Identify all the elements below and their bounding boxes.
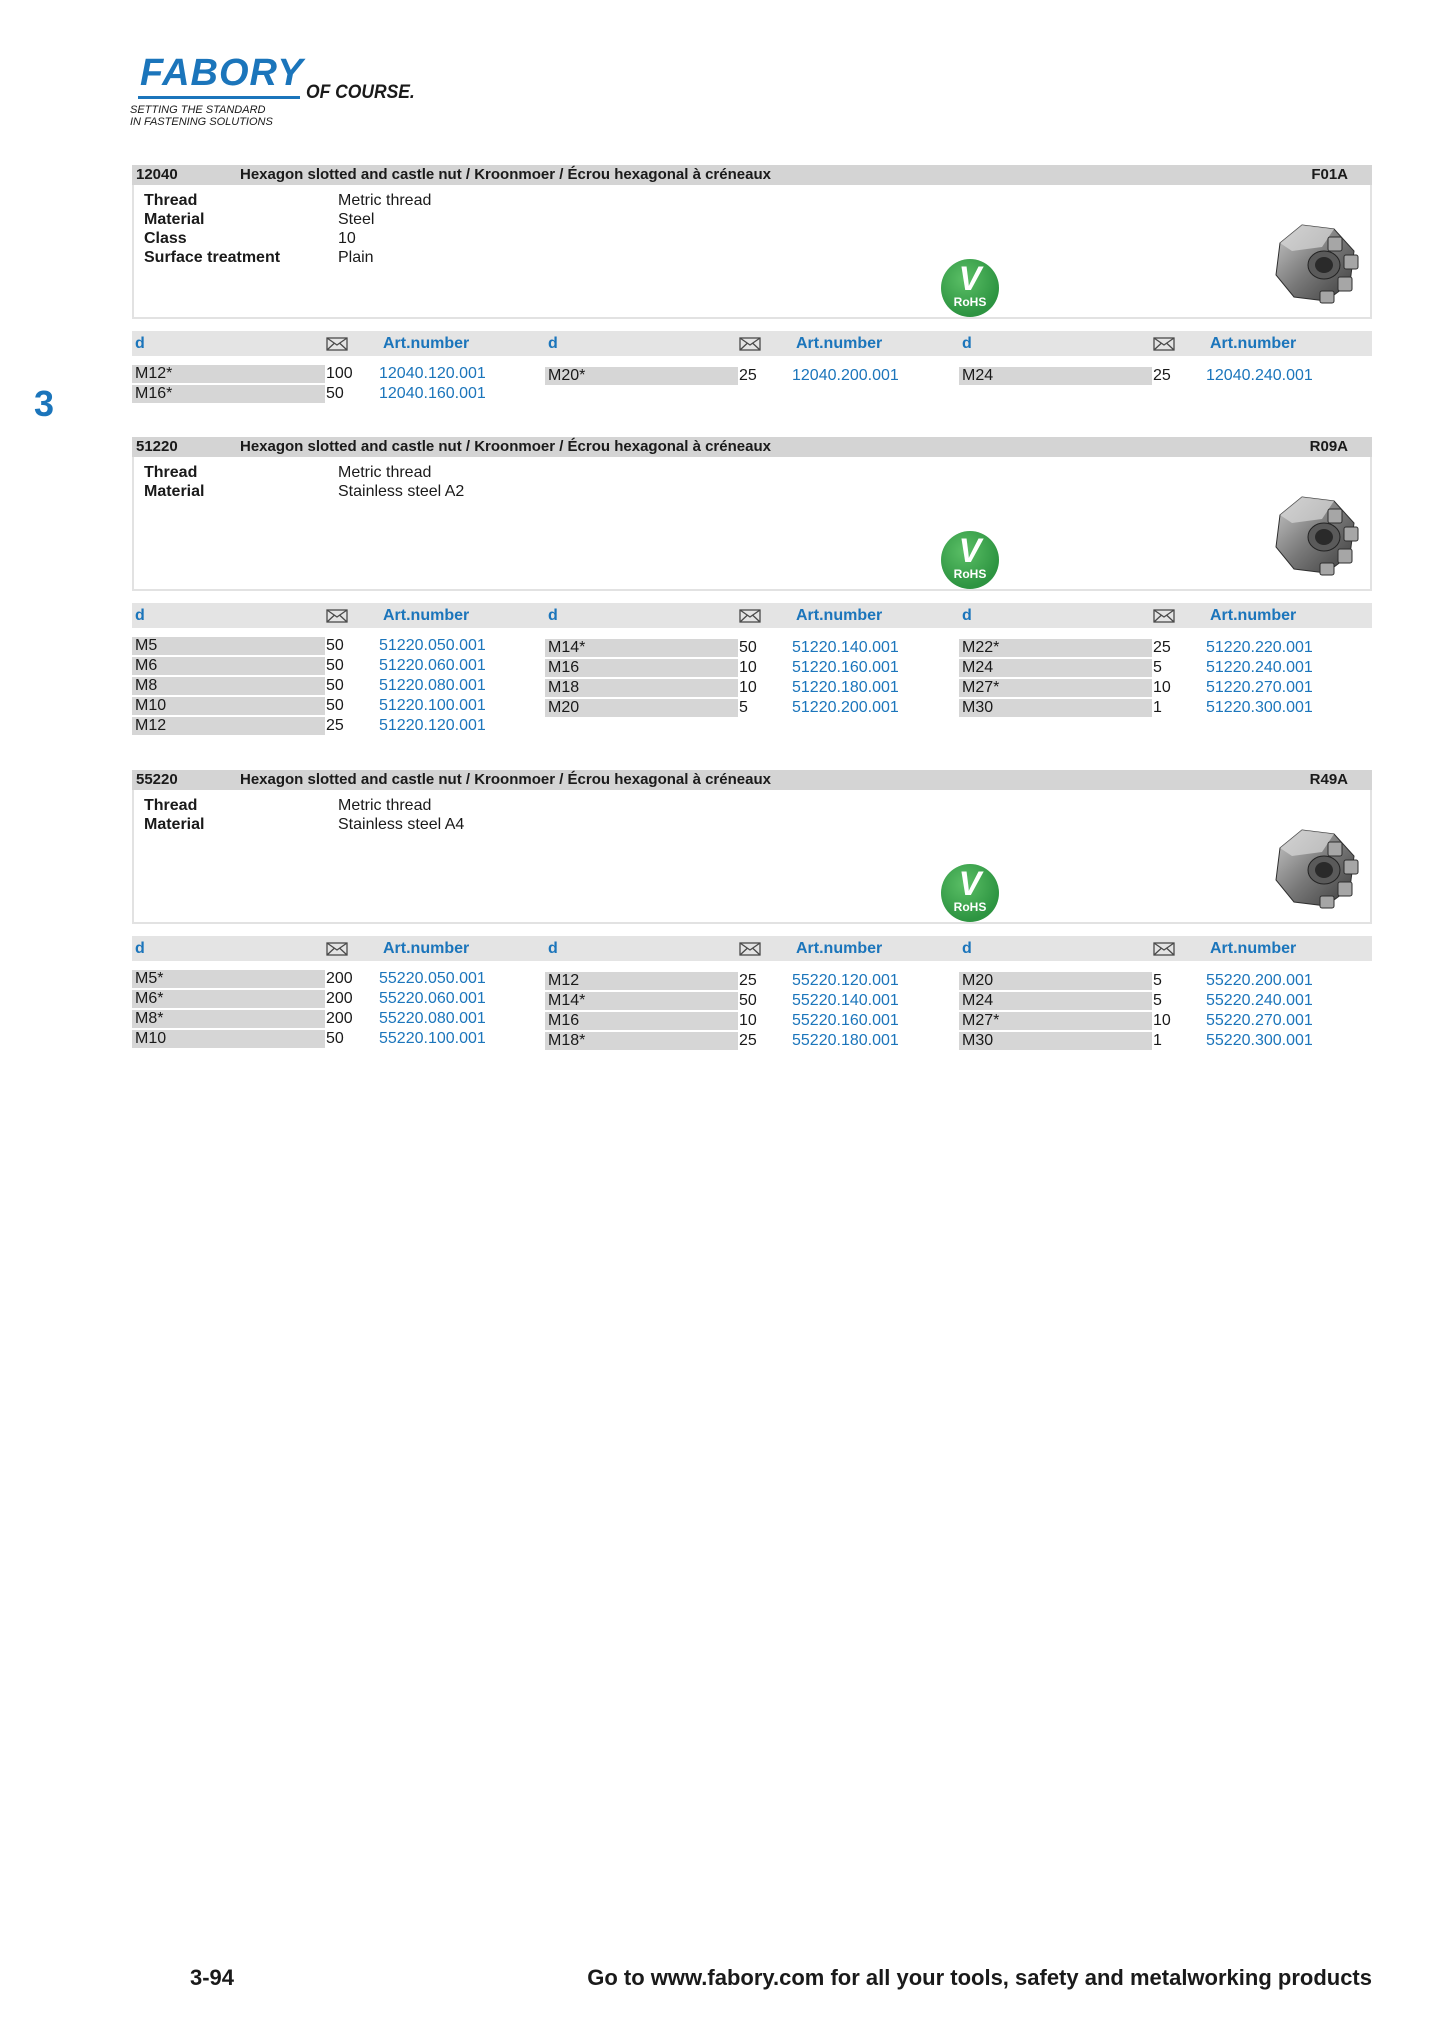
rohs-badge <box>941 531 999 589</box>
spec-box <box>132 185 1372 319</box>
diameter-cell: M14* <box>545 991 738 1010</box>
article-number-link[interactable]: 51220.140.001 <box>792 639 899 656</box>
diameter-cell: M18 <box>545 678 738 697</box>
logo-brand: FABORY <box>140 52 304 94</box>
article-number-link[interactable]: 55220.270.001 <box>1206 1012 1313 1029</box>
section-title: Hexagon slotted and castle nut / Kroonmoer / Écrou hexagonal à créneaux <box>240 438 771 455</box>
article-number-link[interactable]: 51220.200.001 <box>792 699 899 716</box>
castle-nut-image <box>1262 475 1372 585</box>
packing-quantity-cell: 50 <box>739 992 757 1009</box>
diameter-cell: M10 <box>132 1029 325 1048</box>
spec-box <box>132 790 1372 924</box>
section-title: Hexagon slotted and castle nut / Kroonmoer / Écrou hexagonal à créneaux <box>240 771 771 788</box>
article-number-link[interactable]: 12040.120.001 <box>379 365 486 382</box>
diameter-cell: M27* <box>959 678 1152 697</box>
spec-row <box>144 210 431 229</box>
spec-row <box>144 229 431 248</box>
column-header-art-number: Art.number <box>1210 607 1297 624</box>
page-number: 3-94 <box>190 1965 235 1990</box>
diameter-cell: M18* <box>545 1031 738 1050</box>
castle-nut-image <box>1262 203 1372 313</box>
envelope-icon <box>739 331 761 351</box>
article-number-link[interactable]: 55220.100.001 <box>379 1030 486 1047</box>
diameter-cell: M20 <box>545 698 738 717</box>
packing-quantity-cell: 1 <box>1153 1032 1162 1049</box>
product-section-12040 <box>132 165 1372 404</box>
article-number-link[interactable]: 55220.060.001 <box>379 990 486 1007</box>
article-number-link[interactable]: 51220.240.001 <box>1206 659 1313 676</box>
rohs-badge <box>941 864 999 922</box>
spec-row <box>144 248 431 267</box>
packing-quantity-cell: 5 <box>739 699 748 716</box>
logo-rule <box>138 96 300 99</box>
packing-quantity-cell: 50 <box>326 1030 344 1047</box>
diameter-cell: M10 <box>132 696 325 715</box>
packing-quantity-cell: 5 <box>1153 659 1162 676</box>
packing-quantity-cell: 25 <box>326 717 344 734</box>
column-header-d: d <box>962 607 972 624</box>
article-number-link[interactable]: 55220.050.001 <box>379 970 486 987</box>
spec-value: 10 <box>338 230 356 247</box>
footer-text: Go to www.fabory.com for all your tools, safety and metalworking products <box>587 1965 1372 1990</box>
product-section-55220 <box>132 770 1372 1049</box>
envelope-icon <box>739 936 761 956</box>
diameter-cell: M16* <box>132 384 325 403</box>
column-header-d: d <box>135 940 145 957</box>
packing-quantity-cell: 100 <box>326 365 353 382</box>
spec-row <box>144 191 431 210</box>
column-header-d: d <box>548 607 558 624</box>
column-header-art-number: Art.number <box>383 607 470 624</box>
column-header-art-number: Art.number <box>796 940 883 957</box>
spec-label: Material <box>144 211 205 228</box>
section-title: Hexagon slotted and castle nut / Kroonmoer / Écrou hexagonal à créneaux <box>240 166 771 183</box>
article-number-link[interactable]: 55220.300.001 <box>1206 1032 1313 1049</box>
rohs-label: RoHS <box>953 295 987 309</box>
diameter-cell: M8* <box>132 1009 325 1028</box>
diameter-cell: M24 <box>959 366 1152 385</box>
packing-quantity-cell: 1 <box>1153 699 1162 716</box>
article-number-link[interactable]: 55220.140.001 <box>792 992 899 1009</box>
drawing-reference: R49A <box>1309 771 1348 788</box>
packing-quantity-cell: 50 <box>739 639 757 656</box>
packing-quantity-cell: 50 <box>326 677 344 694</box>
packing-quantity-cell: 10 <box>739 1012 757 1029</box>
article-number-link[interactable]: 55220.080.001 <box>379 1010 486 1027</box>
diameter-cell: M24 <box>959 658 1152 677</box>
fabory-logo <box>130 52 430 132</box>
packing-quantity-cell: 10 <box>1153 679 1171 696</box>
diameter-cell: M22* <box>959 638 1152 657</box>
spec-value: Stainless steel A2 <box>338 483 465 500</box>
spec-box <box>132 457 1372 591</box>
diameter-cell: M6* <box>132 989 325 1008</box>
article-number-link[interactable]: 12040.240.001 <box>1206 367 1313 384</box>
article-number-link[interactable]: 55220.180.001 <box>792 1032 899 1049</box>
spec-label: Thread <box>144 192 198 209</box>
envelope-icon <box>1153 936 1175 956</box>
packing-quantity-cell: 25 <box>739 367 757 384</box>
diameter-cell: M20 <box>959 971 1152 990</box>
spec-label: Material <box>144 483 205 500</box>
article-table <box>132 364 1372 404</box>
article-number-link[interactable]: 51220.120.001 <box>379 717 486 734</box>
diameter-cell: M27* <box>959 1011 1152 1030</box>
diameter-cell: M24 <box>959 991 1152 1010</box>
rohs-label: RoHS <box>953 567 987 581</box>
article-number-link[interactable]: 51220.050.001 <box>379 637 486 654</box>
drawing-reference: R09A <box>1309 438 1348 455</box>
section-header <box>132 165 1372 185</box>
envelope-icon <box>326 603 348 623</box>
article-number-link[interactable]: 51220.180.001 <box>792 679 899 696</box>
spec-list <box>144 463 464 501</box>
rohs-label: RoHS <box>953 900 987 914</box>
packing-quantity-cell: 25 <box>739 1032 757 1049</box>
section-header <box>132 437 1372 457</box>
packing-quantity-cell: 200 <box>326 990 353 1007</box>
packing-quantity-cell: 50 <box>326 637 344 654</box>
column-header-art-number: Art.number <box>1210 940 1297 957</box>
diameter-cell: M12 <box>545 971 738 990</box>
packing-quantity-cell: 25 <box>1153 639 1171 656</box>
spec-value: Metric thread <box>338 464 432 481</box>
column-header-art-number: Art.number <box>796 335 883 352</box>
article-number-link[interactable]: 12040.200.001 <box>792 367 899 384</box>
rohs-badge <box>941 259 999 317</box>
packing-quantity-cell: 5 <box>1153 992 1162 1009</box>
spec-value: Steel <box>338 211 375 228</box>
diameter-cell: M6 <box>132 656 325 675</box>
packing-quantity-cell: 200 <box>326 1010 353 1027</box>
diameter-cell: M30 <box>959 698 1152 717</box>
article-number-link[interactable]: 51220.060.001 <box>379 657 486 674</box>
diameter-cell: M16 <box>545 1011 738 1030</box>
packing-quantity-cell: 50 <box>326 385 344 402</box>
diameter-cell: M16 <box>545 658 738 677</box>
diameter-cell: M5 <box>132 636 325 655</box>
envelope-icon <box>326 936 348 956</box>
chapter-marker: 3 <box>34 383 55 424</box>
diameter-cell: M14* <box>545 638 738 657</box>
article-number-link[interactable]: 55220.120.001 <box>792 972 899 989</box>
article-number-link[interactable]: 51220.270.001 <box>1206 679 1313 696</box>
packing-quantity-cell: 50 <box>326 697 344 714</box>
article-number-link[interactable]: 12040.160.001 <box>379 385 486 402</box>
article-number-link[interactable]: 51220.160.001 <box>792 659 899 676</box>
article-table-header <box>132 936 1372 961</box>
column-header-art-number: Art.number <box>796 607 883 624</box>
drawing-reference: F01A <box>1311 166 1348 183</box>
packing-quantity-cell: 25 <box>739 972 757 989</box>
product-section-51220 <box>132 437 1372 736</box>
column-header-d: d <box>548 335 558 352</box>
spec-row <box>144 815 464 834</box>
castle-nut-image <box>1262 808 1372 918</box>
column-header-art-number: Art.number <box>1210 335 1297 352</box>
diameter-cell: M20* <box>545 366 738 385</box>
column-header-art-number: Art.number <box>383 940 470 957</box>
spec-value: Stainless steel A4 <box>338 816 465 833</box>
diameter-cell: M8 <box>132 676 325 695</box>
article-number-link[interactable]: 51220.300.001 <box>1206 699 1313 716</box>
article-group-code: 51220 <box>136 438 178 455</box>
article-table <box>132 969 1372 1049</box>
spec-label: Class <box>144 230 187 247</box>
column-header-d: d <box>135 607 145 624</box>
article-number-link[interactable]: 55220.200.001 <box>1206 972 1313 989</box>
spec-row <box>144 796 464 815</box>
column-header-d: d <box>962 940 972 957</box>
rohs-check-icon: V <box>958 865 982 903</box>
spec-value: Plain <box>338 249 374 266</box>
rohs-check-icon: V <box>958 260 982 298</box>
packing-quantity-cell: 50 <box>326 657 344 674</box>
section-header <box>132 770 1372 790</box>
article-number-link[interactable]: 51220.100.001 <box>379 697 486 714</box>
spec-value: Metric thread <box>338 192 432 209</box>
article-number-link[interactable]: 55220.240.001 <box>1206 992 1313 1009</box>
spec-label: Material <box>144 816 205 833</box>
spec-label: Thread <box>144 797 198 814</box>
article-table <box>132 636 1372 736</box>
diameter-cell: M5* <box>132 969 325 988</box>
rohs-check-icon: V <box>958 532 982 570</box>
diameter-cell: M12 <box>132 716 325 735</box>
packing-quantity-cell: 25 <box>1153 367 1171 384</box>
spec-row <box>144 463 464 482</box>
envelope-icon <box>1153 331 1175 351</box>
diameter-cell: M30 <box>959 1031 1152 1050</box>
spec-label: Surface treatment <box>144 249 281 266</box>
article-number-link[interactable]: 55220.160.001 <box>792 1012 899 1029</box>
spec-label: Thread <box>144 464 198 481</box>
packing-quantity-cell: 5 <box>1153 972 1162 989</box>
spec-list <box>144 191 431 267</box>
envelope-icon <box>1153 603 1175 623</box>
packing-quantity-cell: 200 <box>326 970 353 987</box>
column-header-art-number: Art.number <box>383 335 470 352</box>
logo-suffix: OF COURSE. <box>306 82 415 103</box>
column-header-d: d <box>962 335 972 352</box>
diameter-cell: M12* <box>132 364 325 383</box>
packing-quantity-cell: 10 <box>739 679 757 696</box>
logo-tagline: SETTING THE STANDARD IN FASTENING SOLUTIONS <box>130 104 273 128</box>
article-table-header <box>132 331 1372 356</box>
packing-quantity-cell: 10 <box>1153 1012 1171 1029</box>
spec-list <box>144 796 464 834</box>
article-table-header <box>132 603 1372 628</box>
column-header-d: d <box>548 940 558 957</box>
column-header-d: d <box>135 335 145 352</box>
article-number-link[interactable]: 51220.220.001 <box>1206 639 1313 656</box>
envelope-icon <box>739 603 761 623</box>
spec-value: Metric thread <box>338 797 432 814</box>
article-group-code: 55220 <box>136 771 178 788</box>
article-group-code: 12040 <box>136 166 178 183</box>
envelope-icon <box>326 331 348 351</box>
article-number-link[interactable]: 51220.080.001 <box>379 677 486 694</box>
packing-quantity-cell: 10 <box>739 659 757 676</box>
spec-row <box>144 482 464 501</box>
